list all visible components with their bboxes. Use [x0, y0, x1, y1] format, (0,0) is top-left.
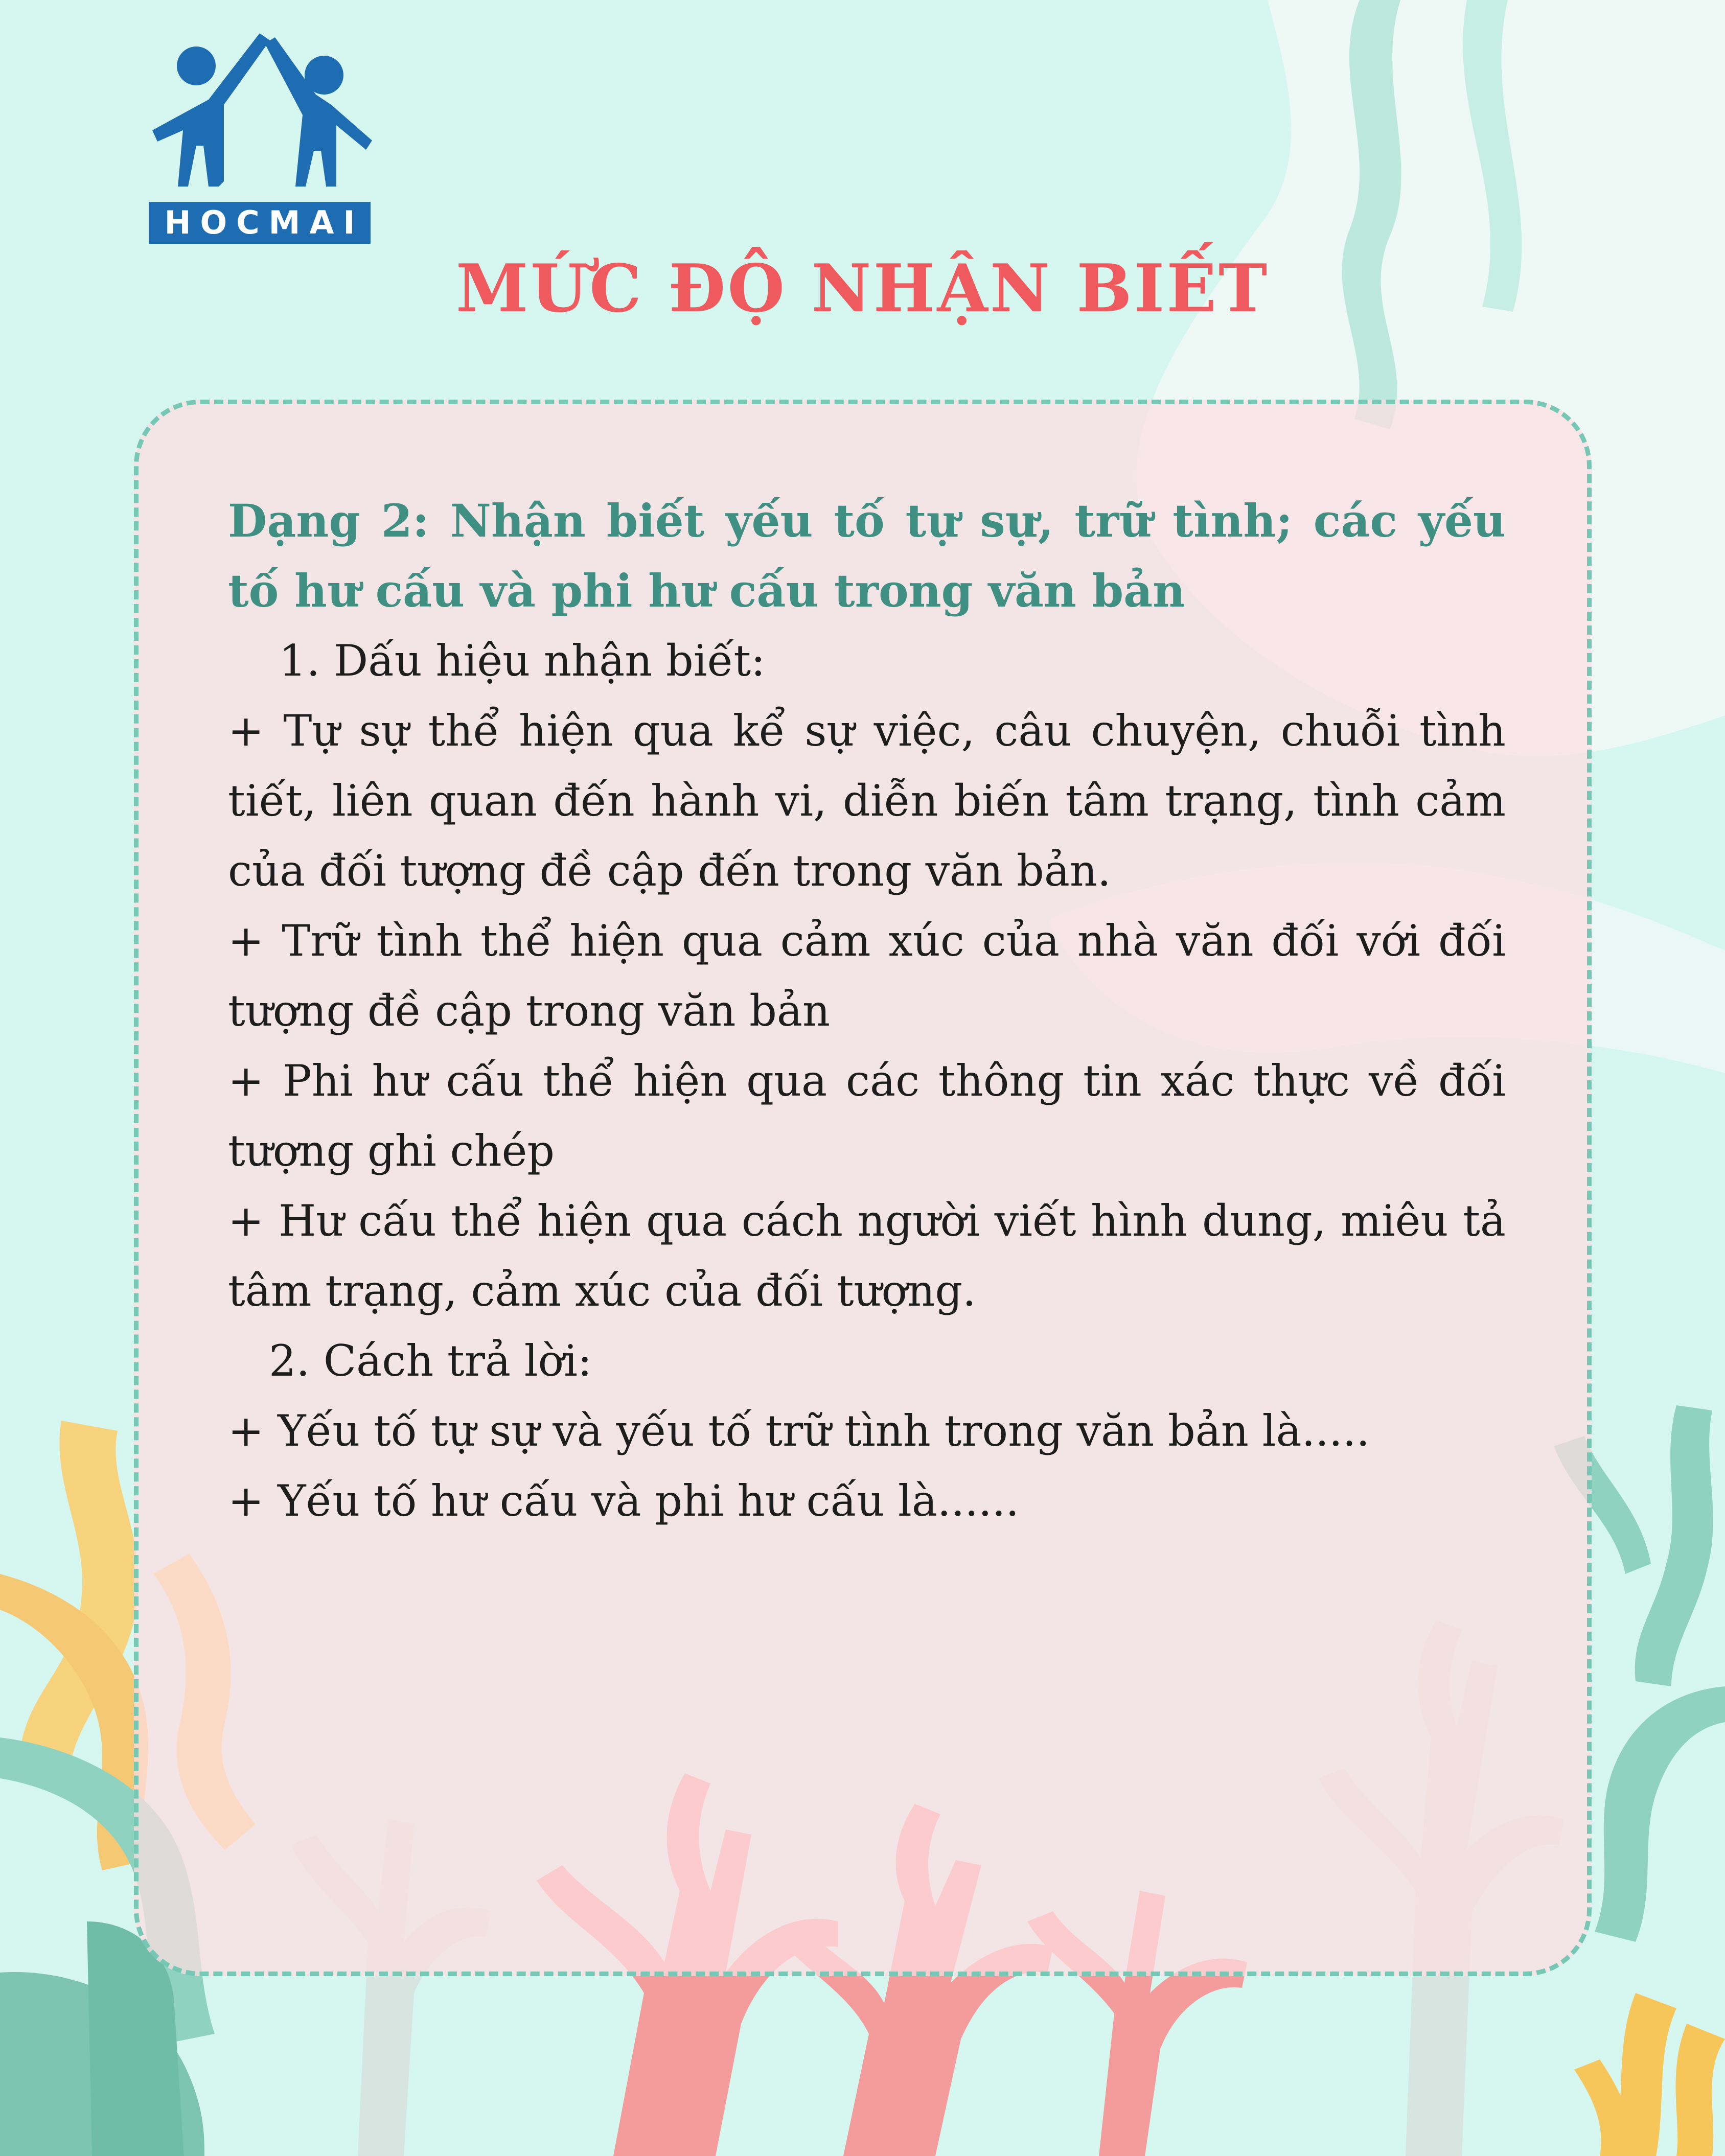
- section-title-signs: 1. Dấu hiệu nhận biết:: [279, 636, 766, 686]
- list-item: + Hư cấu thể hiện qua cách người viết hình dung, miêu tả tâm trạng, cảm xúc của đối tượng.: [228, 1196, 1506, 1316]
- logo-figures-icon: [147, 28, 372, 202]
- list-item: + Yếu tố tự sự và yếu tố trữ tình trong văn bản là.....: [228, 1406, 1370, 1456]
- logo-wordmark: HOCMAI: [149, 202, 371, 244]
- section-title-answer: 2. Cách trả lời:: [269, 1336, 592, 1386]
- list-item: + Tự sự thể hiện qua kể sự việc, câu chuyện, chuỗi tình tiết, liên quan đến hành vi, diễn biến tâm trạng, tình cảm của đối tượng đề cập đến trong văn bản.: [228, 706, 1506, 896]
- coral-yellow-right-group: [1574, 1993, 1725, 2156]
- list-item: + Yếu tố hư cấu và phi hư cấu là......: [228, 1476, 1020, 1526]
- list-item: + Trữ tình thể hiện qua cảm xúc của nhà văn đối với đối tượng đề cập trong văn bản: [228, 916, 1506, 1036]
- page-title: MỨC ĐỘ NHẬN BIẾT: [455, 250, 1270, 327]
- card-heading: Dạng 2: Nhận biết yếu tố tự sự, trữ tình; các yếu tố hư cấu và phi hư cấu trong văn bản: [228, 494, 1506, 617]
- hocmai-logo: [147, 28, 372, 248]
- content-card: [134, 400, 1592, 1976]
- card-content: [228, 486, 1506, 1536]
- list-item: + Phi hư cấu thể hiện qua các thông tin xác thực về đối tượng ghi chép: [228, 1056, 1506, 1176]
